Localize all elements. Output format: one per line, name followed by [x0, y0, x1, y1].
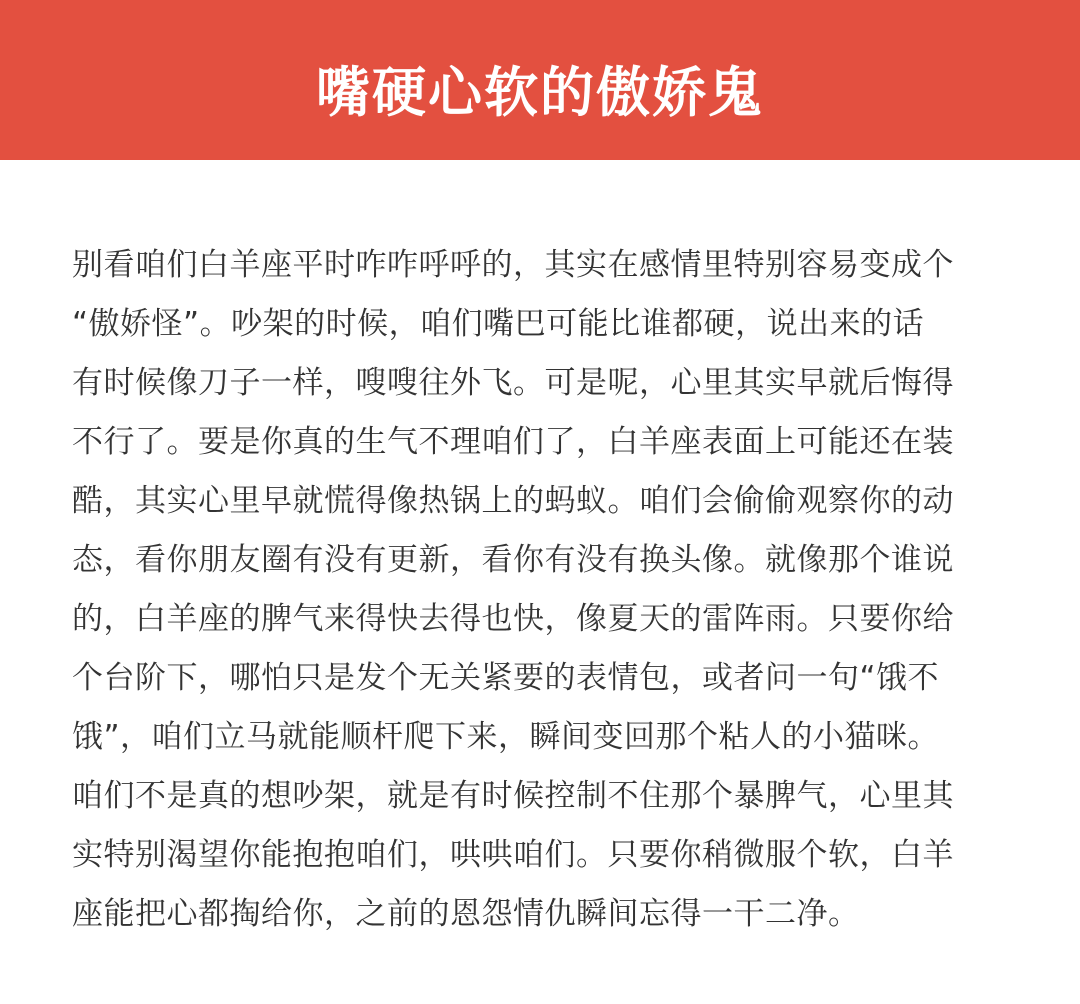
article-line: 有时候像刀子一样，嗖嗖往外飞。可是呢，心里其实早就后悔得	[72, 365, 954, 401]
article-line: 饿”，咱们立马就能顺杆爬下来，瞬间变回那个粘人的小猫咪。	[72, 719, 940, 755]
article-line: 的，白羊座的脾气来得快去得也快，像夏天的雷阵雨。只要你给	[72, 601, 954, 637]
page-title: 嘴硬心软的傲娇鬼	[316, 60, 764, 124]
article-body	[72, 236, 1012, 944]
article-line: 态，看你朋友圈有没有更新，看你有没有换头像。就像那个谁说	[72, 542, 954, 578]
article-line: 不行了。要是你真的生气不理咱们了，白羊座表面上可能还在装	[72, 424, 954, 460]
article-line: 酷，其实心里早就慌得像热锅上的蚂蚁。咱们会偷偷观察你的动	[72, 483, 954, 519]
article-line: 咱们不是真的想吵架，就是有时候控制不住那个暴脾气，心里其	[72, 778, 954, 814]
article-line: 别看咱们白羊座平时咋咋呼呼的，其实在感情里特别容易变成个	[72, 247, 954, 283]
article-line: 实特别渴望你能抱抱咱们，哄哄咱们。只要你稍微服个软，白羊	[72, 837, 954, 873]
article-line: 个台阶下，哪怕只是发个无关紧要的表情包，或者问一句“饿不	[72, 660, 940, 696]
article-line: “傲娇怪”。吵架的时候，咱们嘴巴可能比谁都硬，说出来的话	[72, 306, 925, 342]
title-banner	[0, 0, 1080, 160]
article-line: 座能把心都掏给你，之前的恩怨情仇瞬间忘得一干二净。	[72, 896, 860, 932]
